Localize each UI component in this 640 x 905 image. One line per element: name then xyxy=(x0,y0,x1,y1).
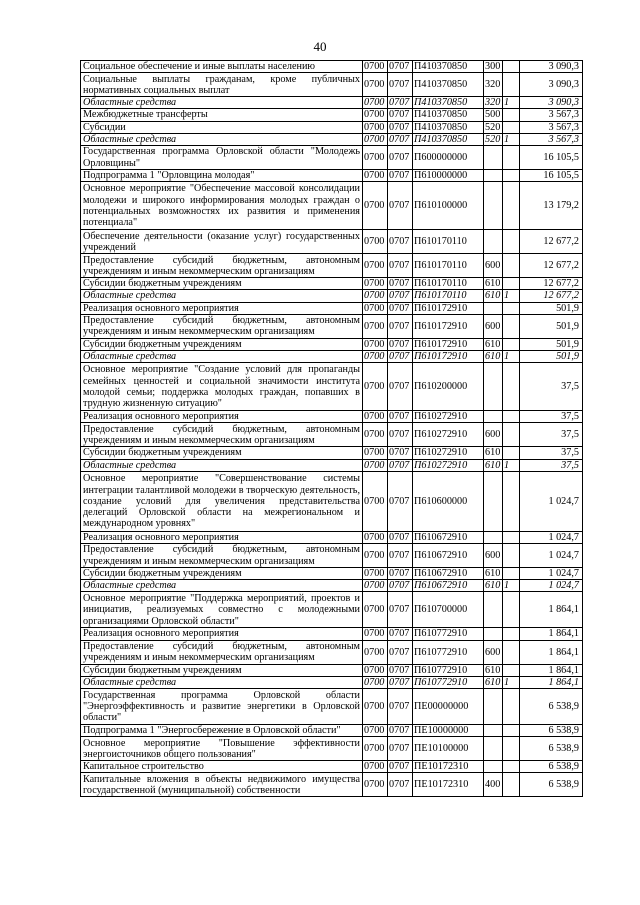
row-target-article-cell: П610172910 xyxy=(413,314,484,338)
row-name-cell: Предоставление субсидий бюджетным, автономным учреждениям и иным некоммерческим организациям xyxy=(81,423,363,447)
row-name-cell: Обеспечение деятельности (оказание услуг) государственных учреждений xyxy=(81,230,363,254)
row-subsection-cell: 0707 xyxy=(388,411,413,423)
table-row xyxy=(81,676,583,688)
row-target-article-cell: П610172910 xyxy=(413,351,484,363)
row-amount-cell: 3 567,3 xyxy=(520,121,583,133)
row-name-cell: Государственная программа Орловской области "Энергоэффективность и развитие энергетики в Орловской области" xyxy=(81,689,363,725)
table-row xyxy=(81,278,583,290)
row-target-article-cell: ПЕ10000000 xyxy=(413,725,484,737)
table-row xyxy=(81,109,583,121)
row-funding-source-cell xyxy=(503,544,520,568)
row-section-cell: 0700 xyxy=(363,133,388,145)
row-funding-source-cell xyxy=(503,230,520,254)
row-funding-source-cell xyxy=(503,628,520,640)
row-expense-type-cell: 600 xyxy=(484,314,503,338)
row-amount-cell: 3 090,3 xyxy=(520,97,583,109)
row-subsection-cell: 0707 xyxy=(388,61,413,73)
table-row xyxy=(81,290,583,302)
row-section-cell: 0700 xyxy=(363,230,388,254)
row-target-article-cell: П410370850 xyxy=(413,133,484,145)
row-subsection-cell: 0707 xyxy=(388,664,413,676)
table-row xyxy=(81,664,583,676)
row-subsection-cell: 0707 xyxy=(388,640,413,664)
row-subsection-cell: 0707 xyxy=(388,97,413,109)
row-name-cell: Межбюджетные трансферты xyxy=(81,109,363,121)
row-funding-source-cell xyxy=(503,411,520,423)
row-expense-type-cell xyxy=(484,230,503,254)
row-amount-cell: 16 105,5 xyxy=(520,146,583,170)
row-subsection-cell: 0707 xyxy=(388,471,413,531)
row-expense-type-cell xyxy=(484,182,503,230)
row-expense-type-cell: 320 xyxy=(484,97,503,109)
row-subsection-cell: 0707 xyxy=(388,676,413,688)
row-funding-source-cell xyxy=(503,170,520,182)
row-subsection-cell: 0707 xyxy=(388,363,413,411)
row-funding-source-cell: 1 xyxy=(503,580,520,592)
row-subsection-cell: 0707 xyxy=(388,230,413,254)
row-funding-source-cell xyxy=(503,773,520,797)
page-number: 40 xyxy=(313,39,327,54)
row-name-cell: Государственная программа Орловской области "Молодежь Орловщины" xyxy=(81,146,363,170)
row-target-article-cell: ПЕ00000000 xyxy=(413,689,484,725)
row-subsection-cell: 0707 xyxy=(388,121,413,133)
row-funding-source-cell xyxy=(503,254,520,278)
table-row xyxy=(81,544,583,568)
row-section-cell: 0700 xyxy=(363,664,388,676)
budget-table xyxy=(80,60,583,797)
row-amount-cell: 3 567,3 xyxy=(520,109,583,121)
row-amount-cell: 501,9 xyxy=(520,302,583,314)
row-name-cell: Областные средства xyxy=(81,676,363,688)
table-row xyxy=(81,471,583,531)
row-target-article-cell: П610100000 xyxy=(413,182,484,230)
row-expense-type-cell xyxy=(484,628,503,640)
row-target-article-cell: П410370850 xyxy=(413,73,484,97)
row-target-article-cell: П610772910 xyxy=(413,628,484,640)
row-funding-source-cell: 1 xyxy=(503,133,520,145)
row-name-cell: Основное мероприятие "Совершенствование системы интеграции талантливой молодежи в творческую деятельность, создание условий для увеличения представительства делегаций Орловской области на межрегиональном и международном уровнях" xyxy=(81,471,363,531)
row-target-article-cell: П410370850 xyxy=(413,121,484,133)
row-target-article-cell: П610672910 xyxy=(413,531,484,543)
row-funding-source-cell xyxy=(503,531,520,543)
row-section-cell: 0700 xyxy=(363,737,388,761)
row-name-cell: Областные средства xyxy=(81,133,363,145)
row-name-cell: Областные средства xyxy=(81,580,363,592)
row-name-cell: Основное мероприятие "Создание условий для пропаганды семейных ценностей и социальной значимости института молодой семьи; поддержка молодых граждан, попавших в трудную жизненную ситуацию" xyxy=(81,363,363,411)
row-name-cell: Капитальные вложения в объекты недвижимого имущества государственной (муниципальной) собственности xyxy=(81,773,363,797)
row-amount-cell: 1 024,7 xyxy=(520,544,583,568)
row-section-cell: 0700 xyxy=(363,170,388,182)
row-target-article-cell: П610272910 xyxy=(413,411,484,423)
row-amount-cell: 1 864,1 xyxy=(520,664,583,676)
row-name-cell: Социальные выплаты гражданам, кроме публичных нормативных социальных выплат xyxy=(81,73,363,97)
row-expense-type-cell xyxy=(484,363,503,411)
row-expense-type-cell xyxy=(484,725,503,737)
table-row xyxy=(81,363,583,411)
row-name-cell: Основное мероприятие "Обеспечение массовой консолидации молодежи и широкого информирования молодых граждан о потенциальных возможностях их развития и применения потенциала" xyxy=(81,182,363,230)
row-amount-cell: 3 090,3 xyxy=(520,73,583,97)
row-name-cell: Капитальное строительство xyxy=(81,761,363,773)
row-subsection-cell: 0707 xyxy=(388,109,413,121)
row-funding-source-cell xyxy=(503,314,520,338)
row-funding-source-cell xyxy=(503,640,520,664)
row-target-article-cell: П610672910 xyxy=(413,580,484,592)
row-amount-cell: 12 677,2 xyxy=(520,230,583,254)
row-expense-type-cell: 610 xyxy=(484,351,503,363)
row-amount-cell: 37,5 xyxy=(520,459,583,471)
row-name-cell: Областные средства xyxy=(81,97,363,109)
row-amount-cell: 1 024,7 xyxy=(520,568,583,580)
row-subsection-cell: 0707 xyxy=(388,338,413,350)
row-expense-type-cell: 400 xyxy=(484,773,503,797)
row-amount-cell: 6 538,9 xyxy=(520,725,583,737)
table-row xyxy=(81,73,583,97)
row-subsection-cell: 0707 xyxy=(388,761,413,773)
row-section-cell: 0700 xyxy=(363,61,388,73)
table-row xyxy=(81,761,583,773)
row-amount-cell: 1 024,7 xyxy=(520,580,583,592)
row-section-cell: 0700 xyxy=(363,676,388,688)
row-funding-source-cell xyxy=(503,363,520,411)
row-subsection-cell: 0707 xyxy=(388,459,413,471)
row-target-article-cell: П610600000 xyxy=(413,471,484,531)
row-section-cell: 0700 xyxy=(363,544,388,568)
table-row xyxy=(81,302,583,314)
table-row xyxy=(81,568,583,580)
row-subsection-cell: 0707 xyxy=(388,170,413,182)
table-row xyxy=(81,411,583,423)
row-section-cell: 0700 xyxy=(363,640,388,664)
row-section-cell: 0700 xyxy=(363,73,388,97)
table-row xyxy=(81,628,583,640)
row-amount-cell: 501,9 xyxy=(520,314,583,338)
row-funding-source-cell xyxy=(503,568,520,580)
row-target-article-cell: П610000000 xyxy=(413,170,484,182)
row-expense-type-cell xyxy=(484,737,503,761)
table-row xyxy=(81,531,583,543)
row-funding-source-cell xyxy=(503,447,520,459)
row-expense-type-cell: 610 xyxy=(484,447,503,459)
row-name-cell: Подпрограмма 1 "Орловщина молодая" xyxy=(81,170,363,182)
row-section-cell: 0700 xyxy=(363,471,388,531)
row-amount-cell: 13 179,2 xyxy=(520,182,583,230)
row-name-cell: Реализация основного мероприятия xyxy=(81,411,363,423)
row-funding-source-cell xyxy=(503,278,520,290)
row-section-cell: 0700 xyxy=(363,254,388,278)
row-amount-cell: 37,5 xyxy=(520,423,583,447)
row-target-article-cell: П610772910 xyxy=(413,640,484,664)
table-row xyxy=(81,640,583,664)
table-row xyxy=(81,61,583,73)
table-row xyxy=(81,146,583,170)
table-row xyxy=(81,725,583,737)
row-name-cell: Субсидии бюджетным учреждениям xyxy=(81,568,363,580)
row-expense-type-cell: 600 xyxy=(484,640,503,664)
row-subsection-cell: 0707 xyxy=(388,182,413,230)
row-section-cell: 0700 xyxy=(363,580,388,592)
row-section-cell: 0700 xyxy=(363,628,388,640)
row-amount-cell: 37,5 xyxy=(520,363,583,411)
row-expense-type-cell xyxy=(484,689,503,725)
row-target-article-cell: П610700000 xyxy=(413,592,484,628)
row-funding-source-cell xyxy=(503,146,520,170)
row-amount-cell: 1 864,1 xyxy=(520,640,583,664)
row-section-cell: 0700 xyxy=(363,351,388,363)
row-name-cell: Социальное обеспечение и иные выплаты населению xyxy=(81,61,363,73)
table-row xyxy=(81,170,583,182)
row-subsection-cell: 0707 xyxy=(388,773,413,797)
row-amount-cell: 16 105,5 xyxy=(520,170,583,182)
table-row xyxy=(81,447,583,459)
row-section-cell: 0700 xyxy=(363,121,388,133)
table-row xyxy=(81,314,583,338)
row-funding-source-cell: 1 xyxy=(503,290,520,302)
row-target-article-cell: П610772910 xyxy=(413,676,484,688)
row-name-cell: Субсидии бюджетным учреждениям xyxy=(81,664,363,676)
row-name-cell: Областные средства xyxy=(81,351,363,363)
row-funding-source-cell xyxy=(503,73,520,97)
row-section-cell: 0700 xyxy=(363,459,388,471)
row-amount-cell: 6 538,9 xyxy=(520,773,583,797)
row-funding-source-cell xyxy=(503,423,520,447)
row-amount-cell: 12 677,2 xyxy=(520,290,583,302)
table-row xyxy=(81,351,583,363)
row-subsection-cell: 0707 xyxy=(388,592,413,628)
row-target-article-cell: П610172910 xyxy=(413,338,484,350)
row-section-cell: 0700 xyxy=(363,447,388,459)
row-amount-cell: 37,5 xyxy=(520,411,583,423)
row-target-article-cell: ПЕ10172310 xyxy=(413,761,484,773)
row-amount-cell: 3 567,3 xyxy=(520,133,583,145)
row-section-cell: 0700 xyxy=(363,278,388,290)
row-amount-cell: 1 024,7 xyxy=(520,471,583,531)
row-target-article-cell: П610772910 xyxy=(413,664,484,676)
row-target-article-cell: П610170110 xyxy=(413,230,484,254)
row-expense-type-cell: 600 xyxy=(484,254,503,278)
table-row xyxy=(81,737,583,761)
row-name-cell: Областные средства xyxy=(81,459,363,471)
row-subsection-cell: 0707 xyxy=(388,146,413,170)
row-funding-source-cell xyxy=(503,109,520,121)
row-expense-type-cell: 520 xyxy=(484,133,503,145)
row-funding-source-cell xyxy=(503,302,520,314)
row-target-article-cell: П610672910 xyxy=(413,544,484,568)
row-funding-source-cell xyxy=(503,689,520,725)
table-row xyxy=(81,182,583,230)
row-section-cell: 0700 xyxy=(363,97,388,109)
row-expense-type-cell xyxy=(484,592,503,628)
row-expense-type-cell: 520 xyxy=(484,121,503,133)
row-section-cell: 0700 xyxy=(363,531,388,543)
row-expense-type-cell xyxy=(484,761,503,773)
row-expense-type-cell: 610 xyxy=(484,676,503,688)
row-section-cell: 0700 xyxy=(363,761,388,773)
row-subsection-cell: 0707 xyxy=(388,544,413,568)
row-section-cell: 0700 xyxy=(363,302,388,314)
row-section-cell: 0700 xyxy=(363,109,388,121)
row-amount-cell: 501,9 xyxy=(520,351,583,363)
row-section-cell: 0700 xyxy=(363,314,388,338)
row-amount-cell: 1 864,1 xyxy=(520,592,583,628)
row-name-cell: Реализация основного мероприятия xyxy=(81,531,363,543)
row-subsection-cell: 0707 xyxy=(388,290,413,302)
row-expense-type-cell: 610 xyxy=(484,290,503,302)
row-section-cell: 0700 xyxy=(363,182,388,230)
row-funding-source-cell xyxy=(503,725,520,737)
row-name-cell: Подпрограмма 1 "Энергосбережение в Орловской области" xyxy=(81,725,363,737)
row-target-article-cell: П610272910 xyxy=(413,447,484,459)
row-funding-source-cell xyxy=(503,471,520,531)
row-expense-type-cell xyxy=(484,146,503,170)
table-row xyxy=(81,254,583,278)
row-name-cell: Субсидии бюджетным учреждениям xyxy=(81,447,363,459)
row-expense-type-cell: 500 xyxy=(484,109,503,121)
row-subsection-cell: 0707 xyxy=(388,351,413,363)
row-expense-type-cell xyxy=(484,302,503,314)
row-target-article-cell: П610170110 xyxy=(413,290,484,302)
row-target-article-cell: ПЕ10100000 xyxy=(413,737,484,761)
row-subsection-cell: 0707 xyxy=(388,423,413,447)
row-expense-type-cell: 610 xyxy=(484,580,503,592)
row-target-article-cell: П410370850 xyxy=(413,97,484,109)
row-funding-source-cell xyxy=(503,182,520,230)
row-subsection-cell: 0707 xyxy=(388,447,413,459)
row-subsection-cell: 0707 xyxy=(388,689,413,725)
table-row xyxy=(81,459,583,471)
row-target-article-cell: П410370850 xyxy=(413,109,484,121)
row-target-article-cell: П610200000 xyxy=(413,363,484,411)
row-expense-type-cell: 610 xyxy=(484,278,503,290)
row-amount-cell: 1 024,7 xyxy=(520,531,583,543)
row-subsection-cell: 0707 xyxy=(388,73,413,97)
row-section-cell: 0700 xyxy=(363,725,388,737)
table-row xyxy=(81,133,583,145)
row-name-cell: Предоставление субсидий бюджетным, автономным учреждениям и иным некоммерческим организациям xyxy=(81,254,363,278)
row-subsection-cell: 0707 xyxy=(388,254,413,278)
table-row xyxy=(81,592,583,628)
row-section-cell: 0700 xyxy=(363,592,388,628)
row-target-article-cell: П610170110 xyxy=(413,254,484,278)
row-expense-type-cell: 610 xyxy=(484,338,503,350)
row-section-cell: 0700 xyxy=(363,689,388,725)
row-amount-cell: 37,5 xyxy=(520,447,583,459)
row-amount-cell: 501,9 xyxy=(520,338,583,350)
row-funding-source-cell xyxy=(503,61,520,73)
row-funding-source-cell xyxy=(503,592,520,628)
row-name-cell: Субсидии xyxy=(81,121,363,133)
row-name-cell: Реализация основного мероприятия xyxy=(81,302,363,314)
row-amount-cell: 6 538,9 xyxy=(520,737,583,761)
row-target-article-cell: П610272910 xyxy=(413,423,484,447)
row-section-cell: 0700 xyxy=(363,773,388,797)
row-section-cell: 0700 xyxy=(363,290,388,302)
row-target-article-cell: П610272910 xyxy=(413,459,484,471)
row-name-cell: Предоставление субсидий бюджетным, автономным учреждениям и иным некоммерческим организациям xyxy=(81,314,363,338)
row-name-cell: Реализация основного мероприятия xyxy=(81,628,363,640)
row-expense-type-cell xyxy=(484,471,503,531)
row-section-cell: 0700 xyxy=(363,568,388,580)
table-row xyxy=(81,580,583,592)
table-row xyxy=(81,97,583,109)
table-row xyxy=(81,773,583,797)
budget-table-body xyxy=(81,61,583,797)
row-section-cell: 0700 xyxy=(363,411,388,423)
row-section-cell: 0700 xyxy=(363,338,388,350)
table-row xyxy=(81,423,583,447)
row-amount-cell: 1 864,1 xyxy=(520,676,583,688)
row-subsection-cell: 0707 xyxy=(388,568,413,580)
row-subsection-cell: 0707 xyxy=(388,133,413,145)
row-amount-cell: 6 538,9 xyxy=(520,761,583,773)
row-name-cell: Областные средства xyxy=(81,290,363,302)
row-target-article-cell: П410370850 xyxy=(413,61,484,73)
row-name-cell: Предоставление субсидий бюджетным, автономным учреждениям и иным некоммерческим организациям xyxy=(81,640,363,664)
row-expense-type-cell: 600 xyxy=(484,544,503,568)
row-name-cell: Предоставление субсидий бюджетным, автономным учреждениям и иным некоммерческим организациям xyxy=(81,544,363,568)
row-target-article-cell: П610172910 xyxy=(413,302,484,314)
row-name-cell: Основное мероприятие "Повышение эффективности энергоисточников общего пользования" xyxy=(81,737,363,761)
row-expense-type-cell: 610 xyxy=(484,568,503,580)
row-funding-source-cell: 1 xyxy=(503,351,520,363)
row-funding-source-cell xyxy=(503,664,520,676)
row-name-cell: Субсидии бюджетным учреждениям xyxy=(81,278,363,290)
row-subsection-cell: 0707 xyxy=(388,628,413,640)
row-subsection-cell: 0707 xyxy=(388,302,413,314)
row-amount-cell: 6 538,9 xyxy=(520,689,583,725)
row-expense-type-cell xyxy=(484,170,503,182)
row-section-cell: 0700 xyxy=(363,423,388,447)
table-row xyxy=(81,121,583,133)
table-row xyxy=(81,689,583,725)
row-funding-source-cell: 1 xyxy=(503,676,520,688)
row-funding-source-cell xyxy=(503,121,520,133)
row-expense-type-cell: 320 xyxy=(484,73,503,97)
row-name-cell: Субсидии бюджетным учреждениям xyxy=(81,338,363,350)
row-subsection-cell: 0707 xyxy=(388,580,413,592)
row-target-article-cell: П600000000 xyxy=(413,146,484,170)
row-expense-type-cell xyxy=(484,411,503,423)
row-target-article-cell: П610672910 xyxy=(413,568,484,580)
row-expense-type-cell: 610 xyxy=(484,459,503,471)
row-section-cell: 0700 xyxy=(363,146,388,170)
row-section-cell: 0700 xyxy=(363,363,388,411)
row-subsection-cell: 0707 xyxy=(388,314,413,338)
row-expense-type-cell xyxy=(484,531,503,543)
table-row xyxy=(81,230,583,254)
row-funding-source-cell xyxy=(503,737,520,761)
row-subsection-cell: 0707 xyxy=(388,737,413,761)
row-funding-source-cell: 1 xyxy=(503,459,520,471)
table-row xyxy=(81,338,583,350)
row-amount-cell: 1 864,1 xyxy=(520,628,583,640)
row-funding-source-cell xyxy=(503,338,520,350)
row-funding-source-cell: 1 xyxy=(503,97,520,109)
row-subsection-cell: 0707 xyxy=(388,531,413,543)
row-expense-type-cell: 300 xyxy=(484,61,503,73)
row-subsection-cell: 0707 xyxy=(388,278,413,290)
row-expense-type-cell: 610 xyxy=(484,664,503,676)
row-target-article-cell: ПЕ10172310 xyxy=(413,773,484,797)
row-expense-type-cell: 600 xyxy=(484,423,503,447)
row-target-article-cell: П610170110 xyxy=(413,278,484,290)
row-amount-cell: 12 677,2 xyxy=(520,254,583,278)
row-name-cell: Основное мероприятие "Поддержка мероприятий, проектов и инициатив, реализуемых совместно с молодежными организациями Орловской области" xyxy=(81,592,363,628)
row-amount-cell: 3 090,3 xyxy=(520,61,583,73)
row-amount-cell: 12 677,2 xyxy=(520,278,583,290)
row-subsection-cell: 0707 xyxy=(388,725,413,737)
row-funding-source-cell xyxy=(503,761,520,773)
